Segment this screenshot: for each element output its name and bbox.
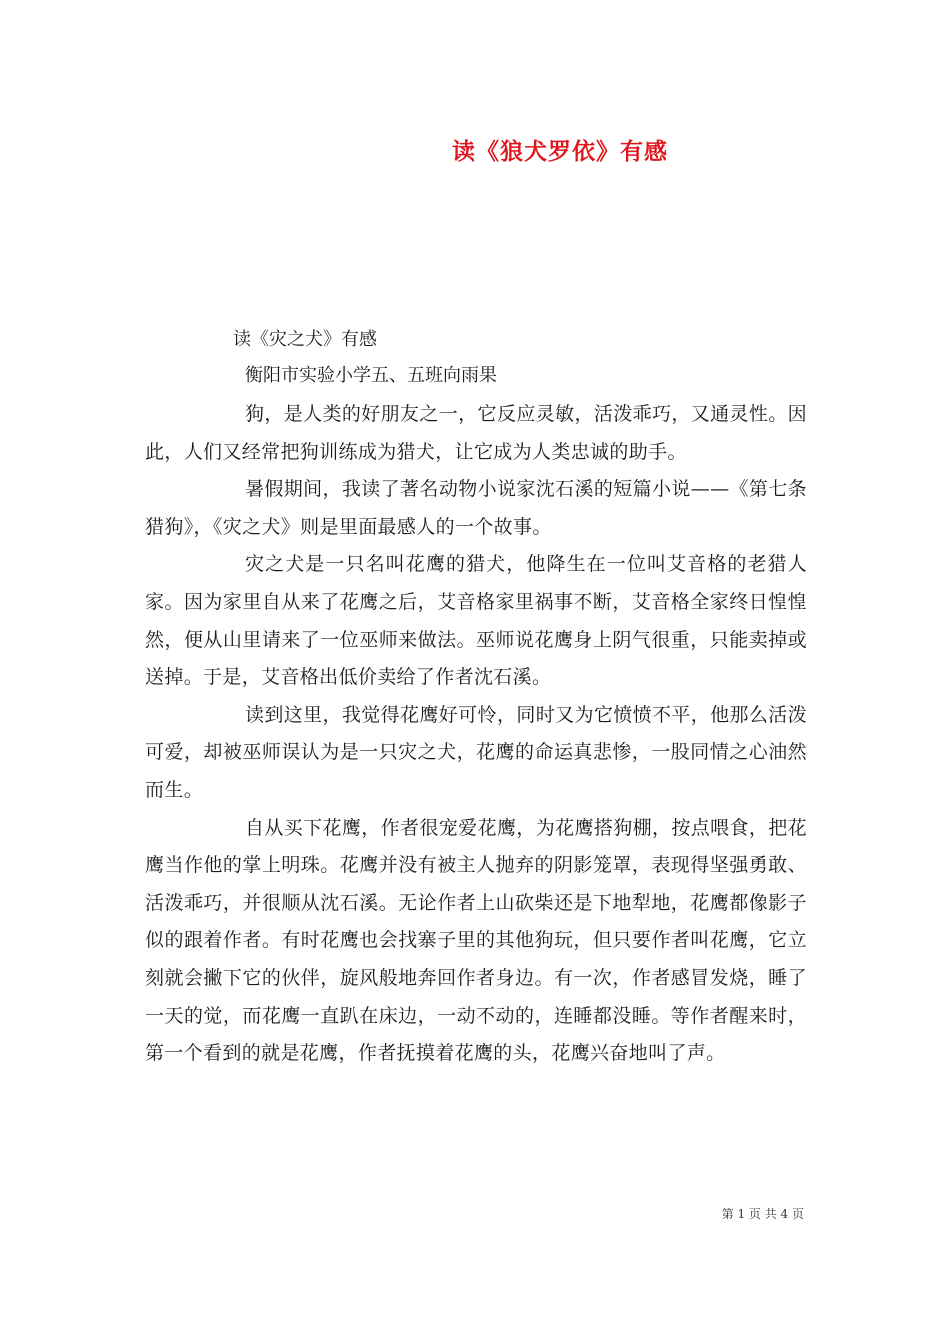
article-subtitle: 读《灾之犬》有感	[233, 329, 377, 350]
paragraph: 读到这里，我觉得花鹰好可怜，同时又为它愤愤不平，他那么活泼可爱，却被巫师误认为是一只灾之犬，花鹰的命运真悲惨，一股同情之心油然而生。	[145, 703, 807, 801]
paragraph: 狗，是人类的好朋友之一，它反应灵敏，活泼乖巧，又通灵性。因此，人们又经常把狗训练成为猎犬，让它成为人类忠诚的助手。	[145, 403, 807, 463]
article-body	[145, 324, 807, 1073]
paragraph: 灾之犬是一只名叫花鹰的猎犬，他降生在一位叫艾音格的老猎人家。因为家里自从来了花鹰之后，艾音格家里祸事不断，艾音格全家终日惶惶然，便从山里请来了一位巫师来做法。巫师说花鹰身上阴气很重，只能卖掉或送掉。于是，艾音格出低价卖给了作者沈石溪。	[145, 553, 807, 689]
paragraph: 自从买下花鹰，作者很宠爱花鹰，为花鹰搭狗棚，按点喂食，把花鹰当作他的掌上明珠。花鹰并没有被主人抛弃的阴影笼罩，表现得坚强勇敢、活泼乖巧，并很顺从沈石溪。无论作者上山砍柴还是下地犁地，花鹰都像影子似的跟着作者。有时花鹰也会找寨子里的其他狗玩，但只要作者叫花鹰，它立刻就会撇下它的伙伴，旋风般地奔回作者身边。有一次，作者感冒发烧，睡了一天的觉，而花鹰一直趴在床边，一动不动的，连睡都没睡。等作者醒来时，第一个看到的就是花鹰，作者抚摸着花鹰的头，花鹰兴奋地叫了声。	[145, 816, 807, 1065]
paragraph: 暑假期间，我读了著名动物小说家沈石溪的短篇小说——《第七条猎狗》，《灾之犬》则是里面最感人的一个故事。	[145, 478, 807, 538]
page-number-footer: 第 1 页 共 4 页	[721, 1207, 804, 1221]
article-author: 衡阳市实验小学五、五班向雨果	[245, 365, 497, 386]
page-title: 读《狼犬罗依》有感	[452, 138, 668, 165]
